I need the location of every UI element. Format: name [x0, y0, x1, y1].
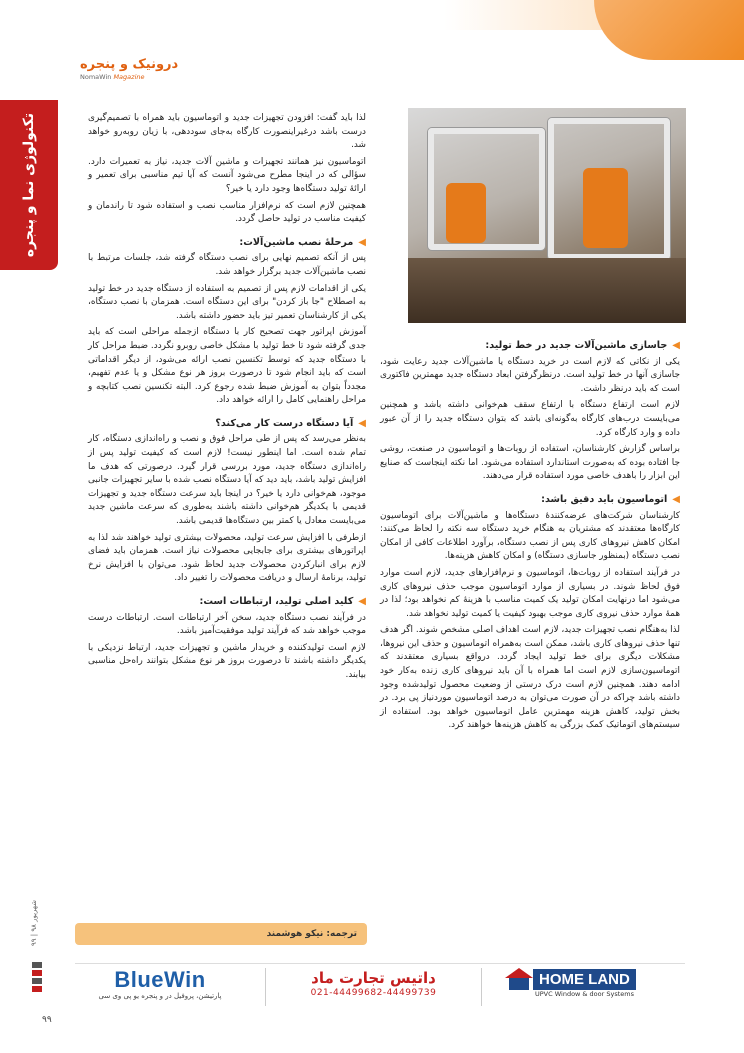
- heading-triangle-icon: ◀: [672, 493, 680, 505]
- heading-triangle-icon: ◀: [358, 236, 366, 248]
- section-heading-text: مرحلهٔ نصب ماشین‌آلات:: [239, 236, 354, 248]
- paragraph: یکی از اقدامات لازم پس از تصمیم به استفاده از دستگاه جدید در خط تولید به اصطلاح "جا باز کردن" برای این دستگاه است. همزمان با نصب دستگاه، یکی از کارشناسان تعمیر تیز باید حضور داشته باشد.: [88, 283, 366, 321]
- datis-title: داتیس تجارت ماد: [311, 969, 436, 987]
- advertisement-bar: [75, 963, 685, 1008]
- paragraph: یکی از نکاتی که لازم است در خرید دستگاه یا ماشین‌آلات جدید رعایت شود، جاسازی آنها در خط تولید است. درنظرگرفتن ابعاد دستگاه جدید مهمترین فاکتوری است که باید درنظر داشت.: [380, 356, 680, 394]
- section-heading: [88, 595, 366, 609]
- section-heading-text: اتوماسیون باید دقیق باشد:: [541, 493, 668, 505]
- datis-phone: 021-44499682-44499739: [310, 988, 437, 998]
- bluewin-subtitle: پارتیشن، پروفیل در و پنجره یو پی وی سی: [98, 992, 222, 1000]
- paragraph: لذا به‌هنگام نصب تجهیزات جدید، لازم است اهداف اصلی مشخص شوند. اگر هدف تنها حذف نیروهای کاری باشد، ممکن است به‌همراه اتوماسیون و حذف این نیروها، مشکلات دیگری برای خط تولید ایجاد گردد. درواقع بسیاری معتقدند که اتوماسیون‌سازی لازم است اما همراه با آن باید نیروهای کاری زنده به‌کار خود ادامه دهند. همچنین لازم است درک درستی از وضعیت محصول تولیدشده وجود داشته باشد چراکه در آن صورت می‌توان به درصد اتوماسیون موردنیاز پی برد. در بخش تولید، کاهش هزینه مهمترین عامل اتوماسیون خواهد بود. استفاده از سیستم‌های اتوماتیک کمک بزرگی به کاهش هزینه‌ها خواهند کرد.: [380, 625, 680, 731]
- bluewin-ad[interactable]: [75, 968, 245, 1006]
- section-heading-text: جاسازی ماشین‌آلات جدید در خط تولید:: [485, 340, 668, 351]
- paragraph: اتوماسیون نیز همانند تجهیزات و ماشین آلات جدید، نیاز به تعمیرات دارد. سؤالی که در اینجا مطرح می‌شود آنست که آیا تیم مناسبی برای تعمیر و ارائهٔ تولید دستگاه‌ها وجود دارد یا خیر؟: [88, 156, 366, 194]
- paragraph: لذا باید گفت: افزودن تجهیزات جدید و اتوماسیون باید همراه با تصمیم‌گیری درست باشد درغیراینصورت کارگاه به‌جای سوددهی، با زیان روبه‌رو خواهد شد.: [88, 113, 366, 151]
- homeland-subtitle: UPVC Window & door Systems: [535, 990, 635, 998]
- page-number: ۹۹: [42, 1015, 52, 1025]
- paragraph: کارشناسان شرکت‌های عرضه‌کنندهٔ دستگاه‌ها و ماشین‌آلات برای اتوماسیون کارگاه‌ها معتقدند که مشتریان به هنگام خرید دستگاه سه نکته را لحاظ می‌کنند: امکان کاهش نیروهای کاری پس از نصب دستگاه، برآورد اطلاعات کافی از امکان نصب دستگاه (بمنظور جاسازی دستگاه) و امکان کاهش هزینه‌ها.: [380, 510, 680, 562]
- paragraph: ازطرفی با افزایش سرعت تولید، محصولات بیشتری تولید خواهند شد لذا به اپراتورهای بیشتری برای جابجایی محصولات نیاز است. همزمان باید فضای لازم برای انبارکردن محصولات جدید لحاظ شود. می‌توان با افزایش نرخ تولید، برنامهٔ ارسال و دریافت محصولات را تغییر داد.: [88, 532, 366, 584]
- heading-triangle-icon: ◀: [358, 417, 366, 429]
- left-article-column: [88, 112, 366, 686]
- homeland-title: HOME LAND: [533, 969, 636, 990]
- paragraph: در فرآیند استفاده از روبات‌ها، اتوماسیون و نرم‌افزارهای جدید، لازم است موارد فوق لحاظ شوند. در بسیاری از موارد اتوماسیون موجب حذف نیروهای کاری می‌شود اما درنهایت امکان تولید یک کمیت مناسب با هزینهٔ کم نخواهد بود؛ لذا در همهٔ موارد حذف نیروی کاری موجب بهبود کیفیت یا کمیت تولید نخواهد شد.: [380, 567, 680, 619]
- house-icon: [505, 968, 533, 990]
- section-heading: [380, 493, 680, 507]
- magazine-logo: [80, 58, 200, 81]
- paragraph: لازم است ارتفاع دستگاه با ارتفاع سقف هم‌خوانی داشته باشد و همچنین می‌بایست درب‌های کارگاه به‌گونه‌ای باشد که بتوان دستگاه جدید را از آن عبور داده و وارد کارگاه کرد.: [380, 400, 680, 438]
- heading-triangle-icon: ◀: [672, 340, 680, 351]
- paragraph: آموزش اپراتور جهت تصحیح کار با دستگاه ازجمله مراحلی است که باید جدی گرفته شود تا خط تولید با مشکل خاصی روبرو نگردد. ضبط مراحل کار با دستگاه جدید که توسط تکنسین نصب ارائه می‌شود، از دیگر اقداماتی است که باید انجام شود تا درصورت بروز هر نوع مشکل و یا عدم تفهیم، مجدداً بتوان به آموزش ضبط شده رجوع کرد. البته تکنسین نصب کتابچه و مراحل راهنمایی کامل را ارائه خواهد داد.: [88, 327, 366, 406]
- homeland-ad[interactable]: [505, 968, 685, 1006]
- section-heading: [88, 236, 366, 250]
- bluewin-title: BlueWin: [114, 967, 206, 992]
- factory-robot-photo: [408, 108, 686, 323]
- right-article-column: [380, 330, 680, 736]
- translator-credit: [75, 923, 367, 945]
- header-corner-decoration: [594, 0, 744, 60]
- issue-date: شهریور ۹۸ | ۹۹: [30, 900, 38, 946]
- paragraph: لازم است تولیدکننده و خریدار ماشین و تجهیزات جدید، ارتباط نزدیکی با یکدیگر داشته باشند تا درصورت بروز هر نوع مشکل بتوانند راه‌حل مناسبی بیابند.: [88, 642, 366, 680]
- heading-triangle-icon: ◀: [358, 596, 366, 607]
- production-line-floor: [408, 258, 686, 323]
- datis-ad[interactable]: [265, 968, 482, 1006]
- section-side-tab-label: تکنولوژی نما و پنجره: [21, 112, 37, 258]
- section-heading-text: کلید اصلی تولید، ارتباطات است:: [199, 596, 354, 607]
- section-heading: [380, 339, 680, 353]
- decorative-blocks-icon: [30, 960, 44, 1000]
- section-heading-text: آیا دستگاه درست کار می‌کند؟: [215, 417, 354, 429]
- logo-en-suffix: Magazine: [113, 73, 145, 81]
- paragraph: پس از آنکه تصمیم نهایی برای نصب دستگاه گرفته شد، جلسات مرتبط با نصب ماشین‌آلات جدید برگزار خواهد شد.: [88, 253, 366, 277]
- translator-credit-text: ترجمه: نیکو هوشمند: [266, 929, 357, 939]
- paragraph: براساس گزارش کارشناسان، استفاده از روبات‌ها و اتوماسیون در صنعت، روشی جا افتاده بوده که به‌صورت استاندارد استفاده می‌شود. اما نکته اینجاست که صنایع این ابزار را باهدف خاصی مورد استفاده قرار می‌دهند.: [380, 444, 680, 482]
- logo-english-text: [80, 73, 200, 81]
- section-heading: [88, 417, 366, 431]
- paragraph: همچنین لازم است که نرم‌افزار مناسب نصب و استفاده شود تا راندمان و کیفیت مناسب در تولید حاصل گردد.: [88, 200, 366, 225]
- paragraph: به‌نظر می‌رسد که پس از طی مراحل فوق و نصب و راه‌اندازی دستگاه، کار تمام شده است. اما اینطور نیست! لازم است که کیفیت تولید پس از راه‌اندازی دستگاه جدید، مورد بررسی قرار گیرد. درصورتی که هدف ما افزایش تولید باشد، باید دید که آیا دستگاه نصب شده با سایر تجهیزات جانبی موجود، هم‌خوانی دارد یا خیر؟ در اینجا باید سرعت دستگاه جدید و تجهیزات قدیمی با یکدیگر هم‌خوانی داشته باشند به‌طوری که سرعت ماشین جدید می‌بایست معادل یا کمتر بین دستگاه‌ها قدیمی باشد.: [88, 434, 366, 527]
- robot-arm-left: [446, 183, 486, 243]
- homeland-logo: [505, 968, 685, 990]
- paragraph: در فرآیند نصب دستگاه جدید، سخن آخر ارتباطات است. ارتباطات درست موجب خواهد شد که فرآیند تولید موفقیت‌آمیز باشد.: [88, 612, 366, 637]
- logo-en-prefix: NomaWin: [80, 73, 112, 81]
- logo-persian-text: درونیک و پنجره: [80, 57, 179, 72]
- robot-arm-right: [583, 168, 628, 248]
- section-side-tab: [0, 100, 58, 270]
